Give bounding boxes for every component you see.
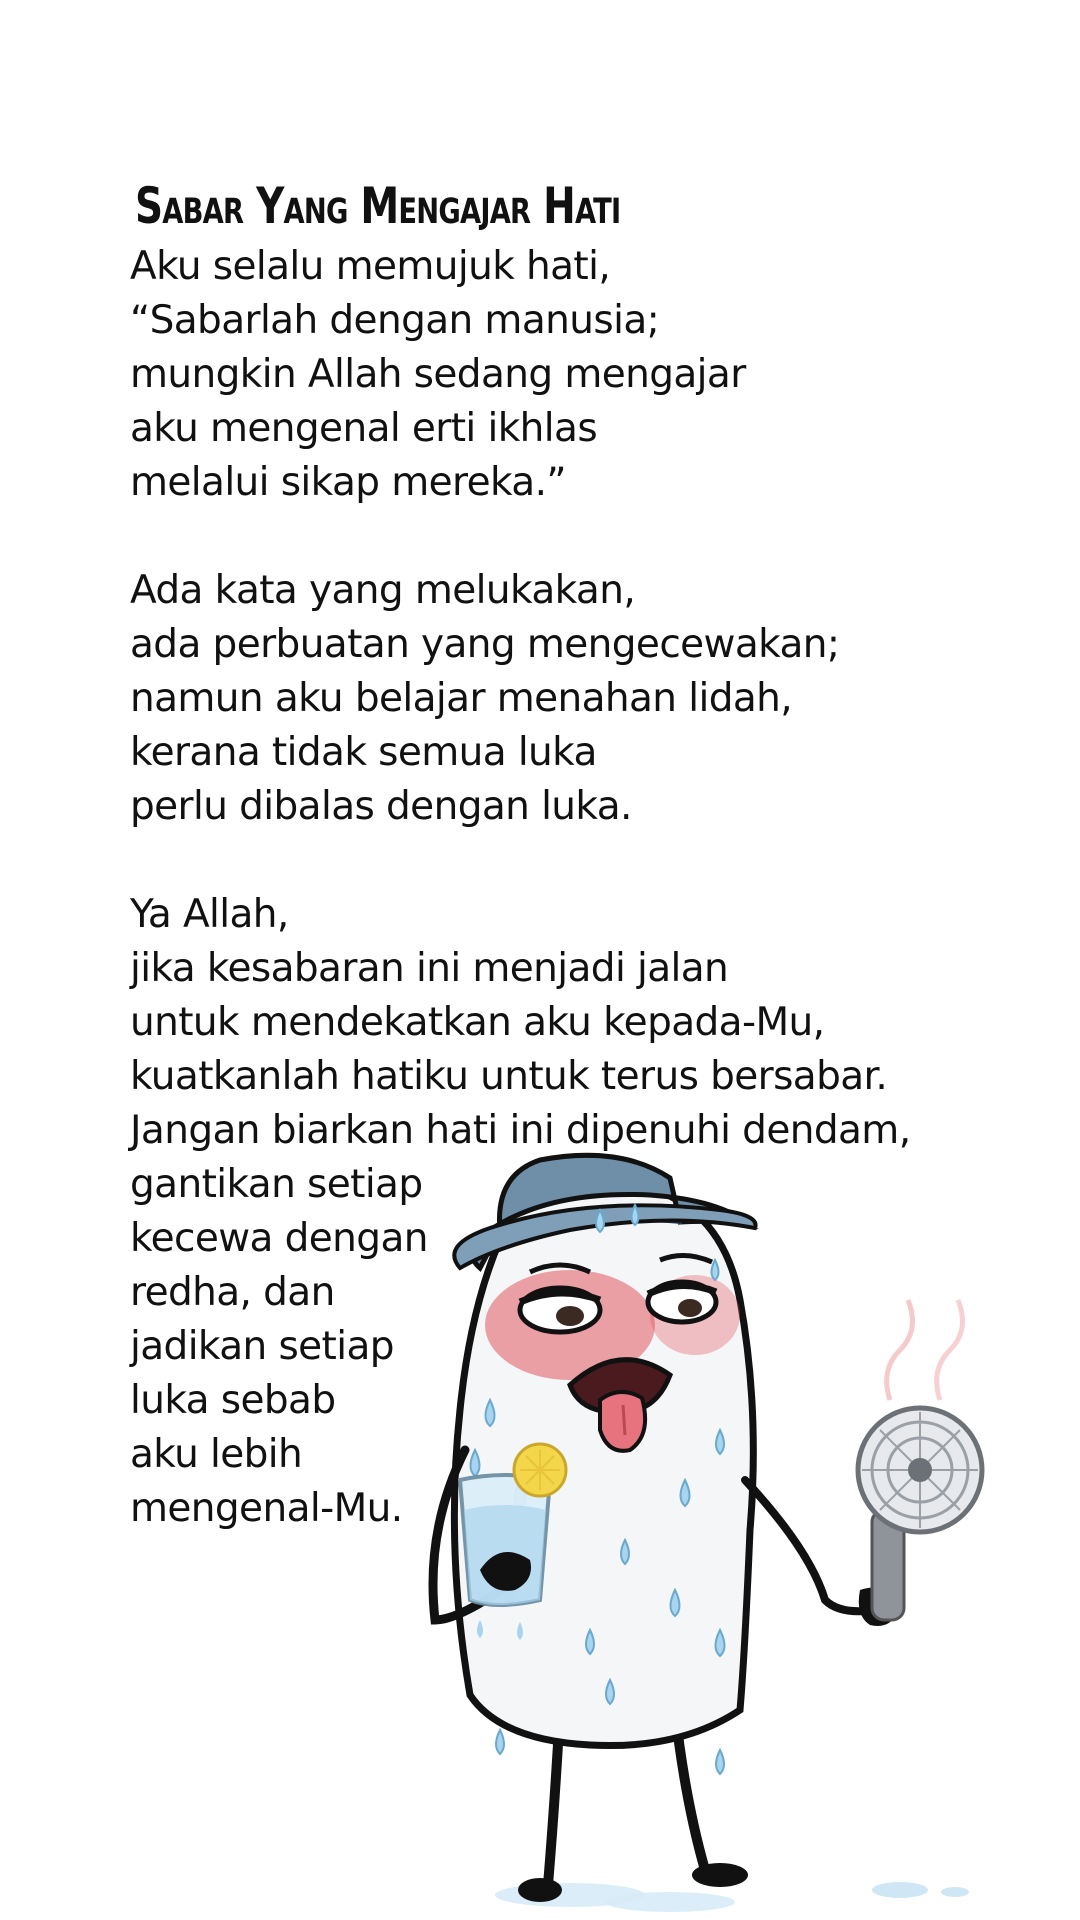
poem-line: kerana tidak semua luka xyxy=(130,730,597,775)
poem-line: jadikan setiap xyxy=(130,1324,394,1369)
poem-line: Ada kata yang melukakan, xyxy=(130,568,636,613)
character-body xyxy=(454,1179,753,1746)
poem-line: Aku selalu memujuk hati, xyxy=(130,244,611,289)
poem-line: luka sebab xyxy=(130,1378,336,1423)
poem-title: Sabar Yang Mengajar Hati xyxy=(135,177,621,235)
poem-line: jika kesabaran ini menjadi jalan xyxy=(130,946,729,991)
poem-line: kecewa dengan xyxy=(130,1216,428,1261)
handheld-fan-icon xyxy=(858,1300,982,1620)
poem-line: untuk mendekatkan aku kepada-Mu, xyxy=(130,1000,825,1045)
sweating-cartoon-character-icon xyxy=(420,1150,1060,1920)
poem-line: Jangan biarkan hati ini dipenuhi dendam, xyxy=(130,1108,911,1153)
poem-line: aku mengenal erti ikhlas xyxy=(130,406,598,451)
poem-line: redha, dan xyxy=(130,1270,335,1315)
poem-line: gantikan setiap xyxy=(130,1162,423,1207)
stanza-gap xyxy=(130,834,990,888)
poem-line: Ya Allah, xyxy=(130,892,289,937)
puddle-icon xyxy=(495,1882,969,1912)
poem-line: aku lebih xyxy=(130,1432,303,1477)
poem-line: ada perbuatan yang mengecewakan; xyxy=(130,622,840,667)
poem-line: “Sabarlah dengan manusia; xyxy=(130,298,660,343)
poem-line: namun aku belajar menahan lidah, xyxy=(130,676,793,721)
poem-line: melalui sikap mereka.” xyxy=(130,460,566,505)
poem-line: mungkin Allah sedang mengajar xyxy=(130,352,746,397)
stanza-gap xyxy=(130,510,990,564)
poem-line: mengenal-Mu. xyxy=(130,1486,403,1531)
poem-line: kuatkanlah hatiku untuk terus bersabar. xyxy=(130,1054,888,1099)
poem-line: perlu dibalas dengan luka. xyxy=(130,784,632,829)
